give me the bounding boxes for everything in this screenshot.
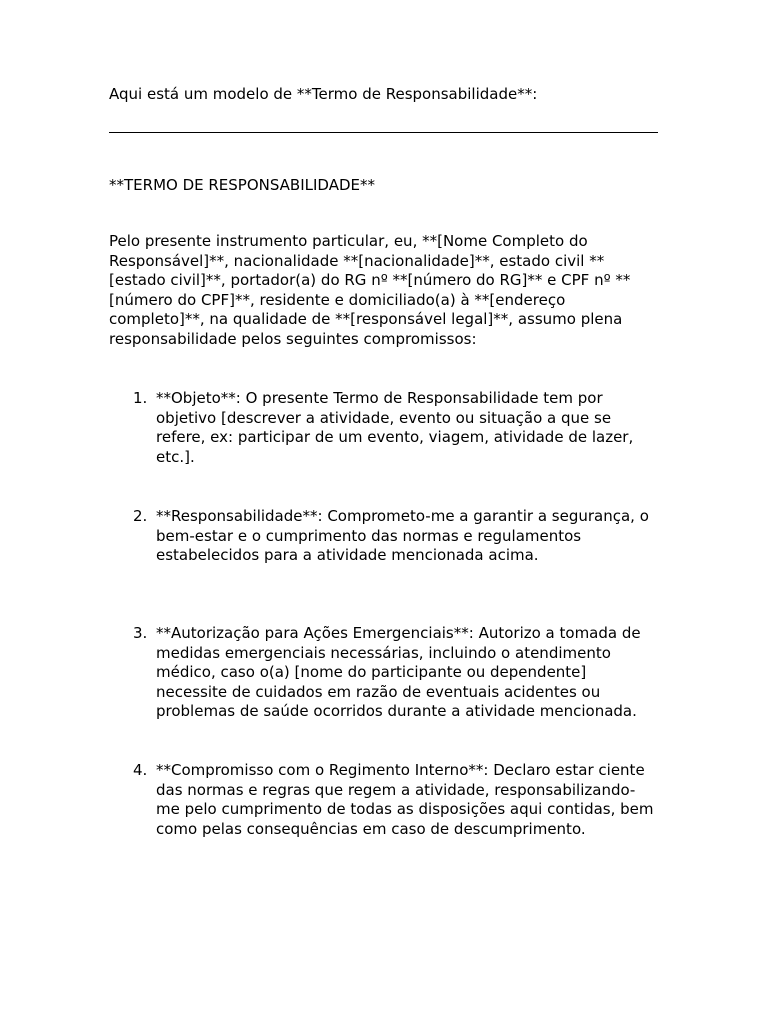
list-item-number: 3. [133,624,148,642]
list-item-number: 4. [133,761,148,779]
list-item [133,507,658,566]
list-item [133,761,658,839]
document-title: **TERMO DE RESPONSABILIDADE** [109,176,376,194]
list-item-number: 1. [133,389,148,407]
list-item-text: **Compromisso com o Regimento Interno**: Declaro estar ciente das normas e regras que regem a atividade, responsabilizando-me pelo cumprimento de todas as disposições aqui contidas, bem como pelas consequências em caso de descumprimento. [156,761,654,838]
list-item [133,624,658,722]
list-item-text: **Objeto**: O presente Termo de Responsabilidade tem por objetivo [descrever a atividade, evento ou situação a que se refere, ex: participar de um evento, viagem, atividade de lazer, etc.]. [156,389,634,466]
list-item-number: 2. [133,507,148,525]
list-item [133,389,658,467]
list-item-text: **Responsabilidade**: Comprometo-me a garantir a segurança, o bem-estar e o cumprimento das normas e regulamentos estabelecidos para a atividade mencionada acima. [156,507,649,565]
intro-text: Aqui está um modelo de **Termo de Responsabilidade**: [109,85,538,103]
declaration-paragraph: Pelo presente instrumento particular, eu, **[Nome Completo do Responsável]**, nacionalidade **[nacionalidade]**, estado civil **[estado civil]**, portador(a) do RG nº **[número do RG]** e CPF nº **[número do CPF]**, residente e domiciliado(a) à **[endereço completo]**, na qualidade de **[responsável legal]**, assumo plena responsabilidade pelos seguintes compromissos: [109,232,631,348]
list-item-text: **Autorização para Ações Emergenciais**: Autorizo a tomada de medidas emergenciais necessárias, incluindo o atendimento médico, caso o(a) [nome do participante ou dependente] necessite de cuidados em razão de eventuais acidentes ou problemas de saúde ocorridos durante a atividade mencionada. [156,624,641,721]
horizontal-rule [109,132,658,133]
